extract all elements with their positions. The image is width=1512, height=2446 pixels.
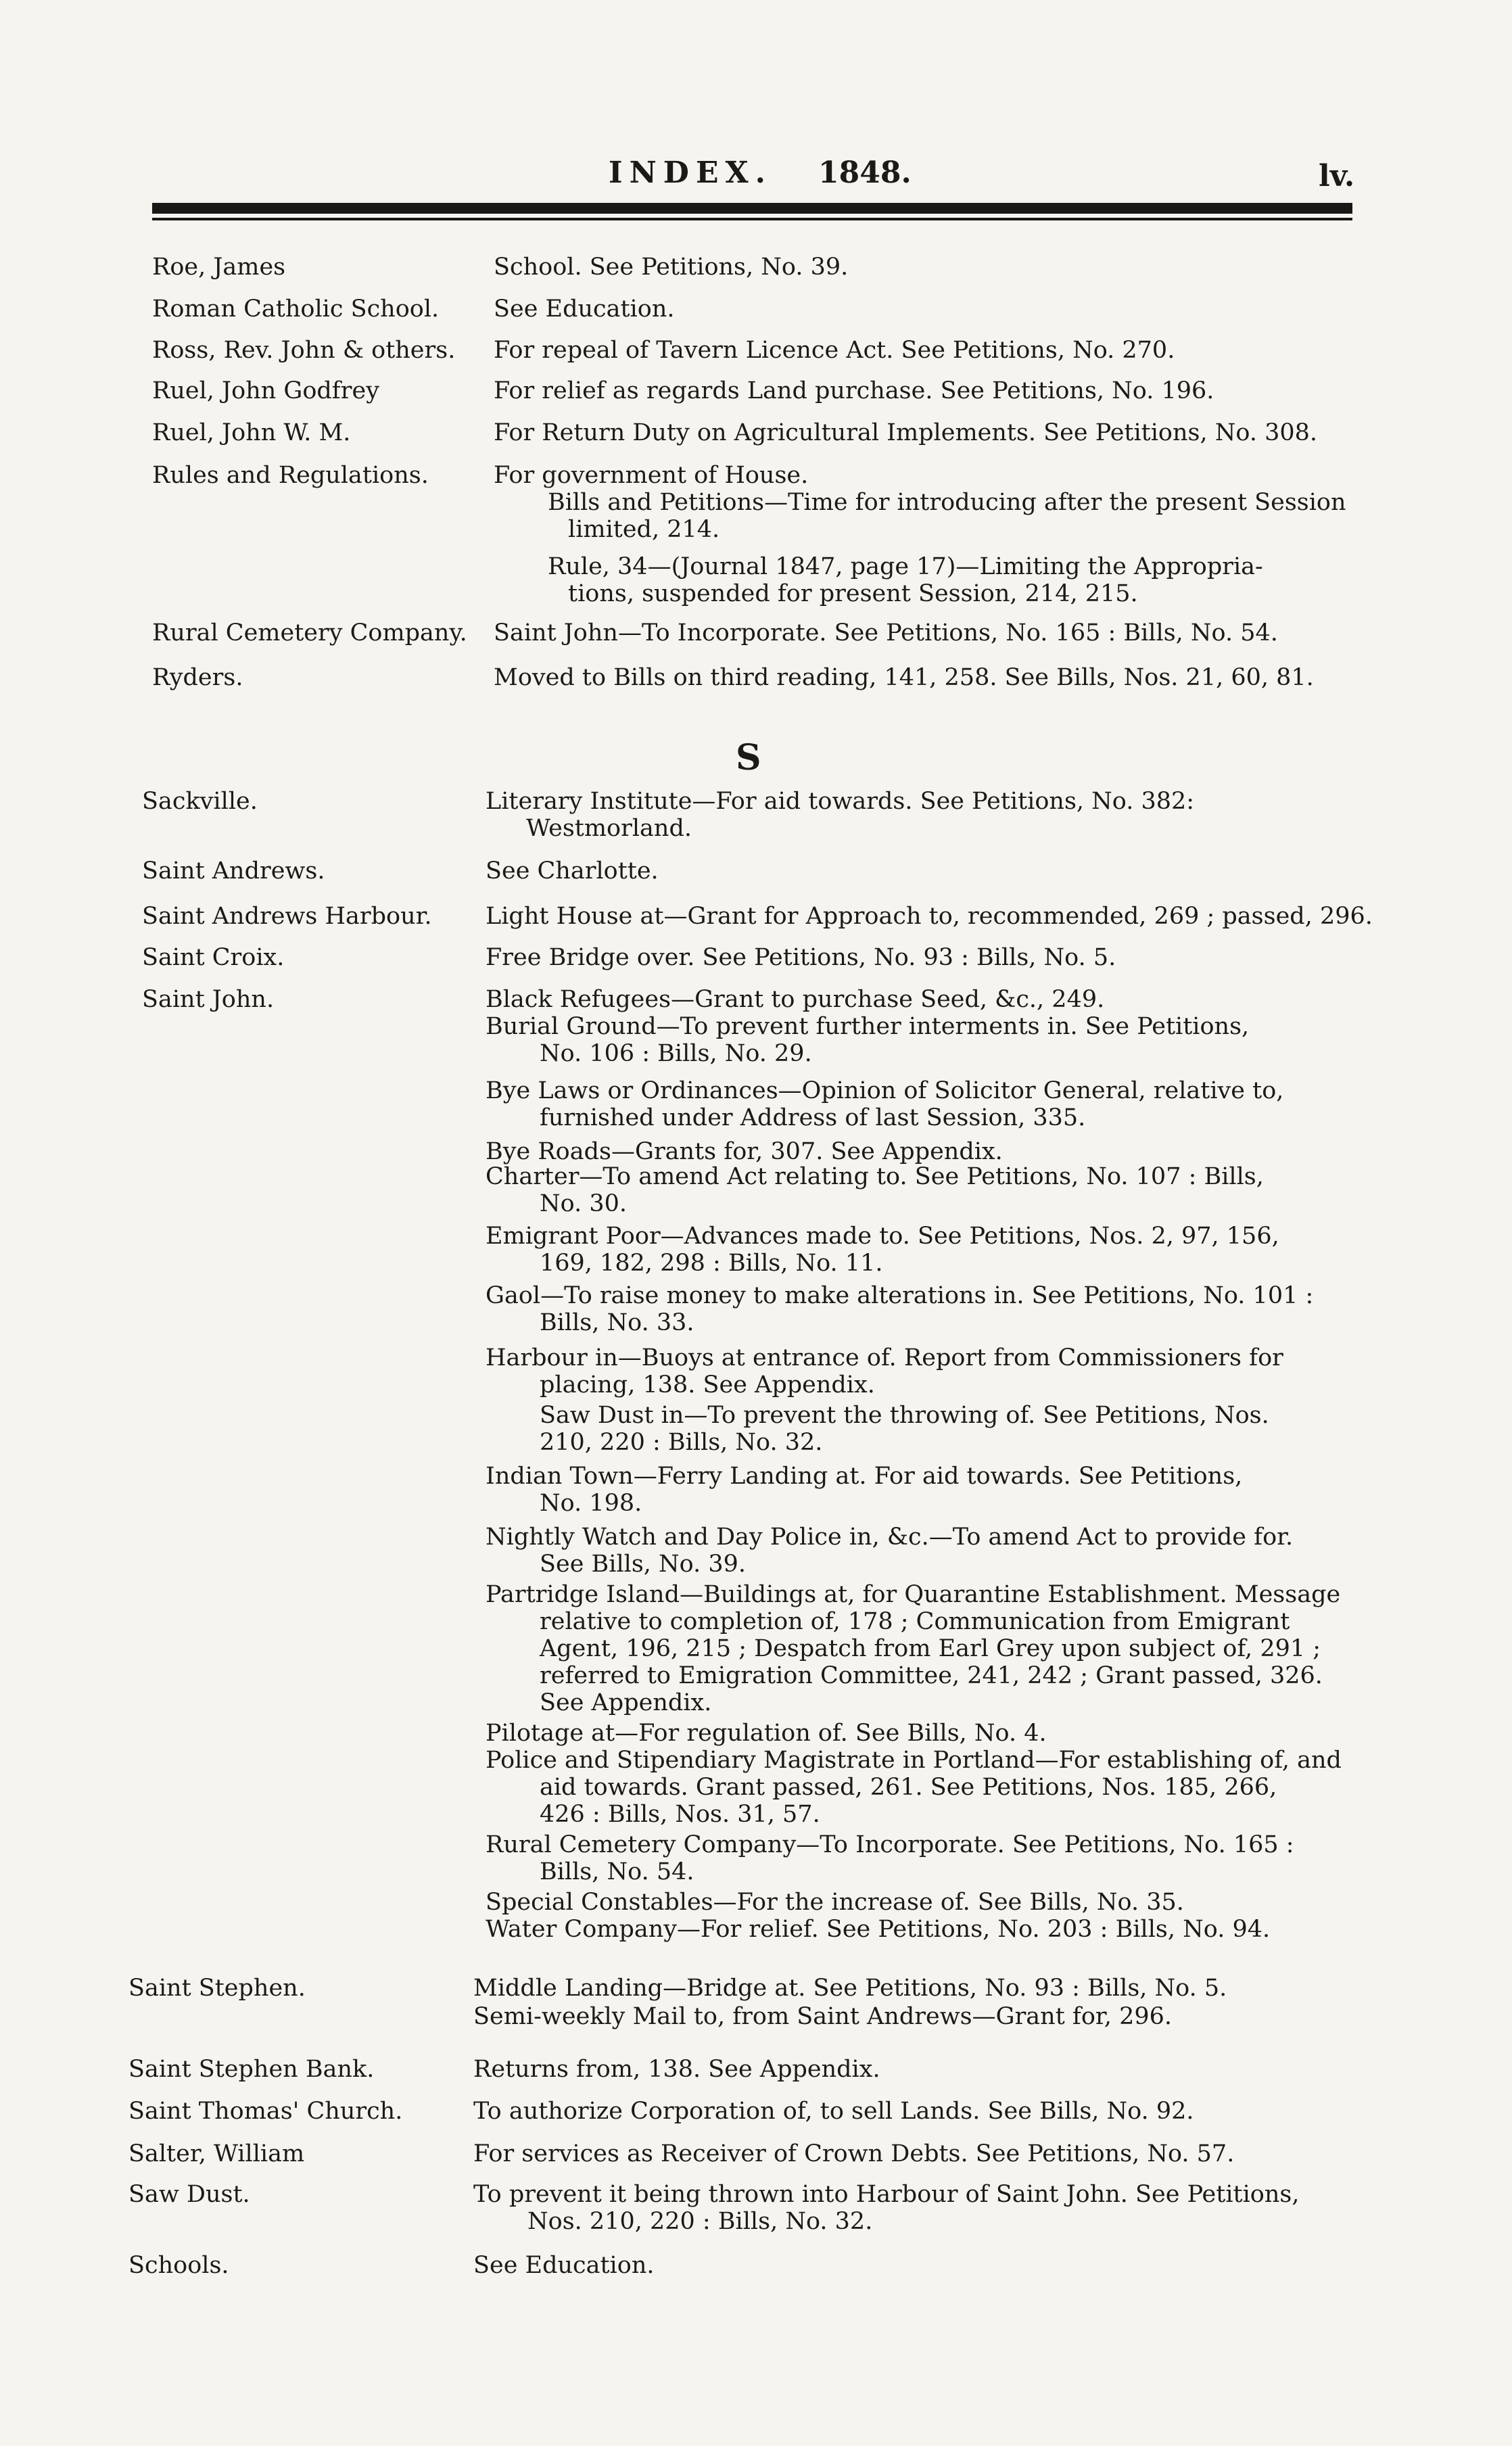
entry-text-line: Nos. 210, 220 : Bills, No. 32. [527, 2208, 873, 2235]
page-header [0, 156, 1512, 203]
entry-text-line: To authorize Corporation of, to sell Lands. See Bills, No. 92. [473, 2098, 1194, 2125]
entry-name: Rural Cemetery Company. [152, 619, 467, 646]
entry-name: Saint Andrews Harbour. [142, 903, 432, 930]
entry-text-line: Water Company—For relief. See Petitions, No. 203 : Bills, No. 94. [486, 1916, 1271, 1943]
entry-text-line: referred to Emigration Committee, 241, 242 ; Grant passed, 326. [540, 1662, 1323, 1689]
entry-name: Saint Stephen. [128, 1975, 306, 2002]
entry-text-line: See Charlotte. [486, 857, 659, 885]
entry-text-line: Light House at—Grant for Approach to, recommended, 269 ; passed, 296. [486, 903, 1373, 930]
entry-text-line: See Education. [473, 2252, 655, 2279]
entry-name: Salter, William [128, 2140, 305, 2167]
entry-name: Saint Andrews. [142, 857, 325, 885]
entry-text-line: Agent, 196, 215 ; Despatch from Earl Grey upon subject of, 291 ; [540, 1635, 1321, 1662]
entry-text-line: Gaol—To raise money to make alterations in. See Petitions, No. 101 : [486, 1282, 1314, 1309]
entry-text-line: For government of House. [494, 462, 809, 489]
entry-text-line: Moved to Bills on third reading, 141, 258. See Bills, Nos. 21, 60, 81. [494, 664, 1314, 691]
entry-text-line: Rule, 34—(Journal 1847, page 17)—Limiting the Appropria- [548, 553, 1263, 580]
entry-text-line: No. 198. [540, 1490, 642, 1517]
entry-text-line: Burial Ground—To prevent further interments in. See Petitions, [486, 1013, 1250, 1040]
entry-text-line: For services as Receiver of Crown Debts. See Petitions, No. 57. [473, 2140, 1235, 2167]
header-title: INDEX. [609, 156, 772, 190]
entry-text-line: tions, suspended for present Session, 214, 215. [568, 580, 1138, 607]
entry-name: Ross, Rev. John & others. [152, 337, 456, 364]
entry-name: Saint Thomas' Church. [128, 2098, 403, 2125]
entry-text-line: Saw Dust in—To prevent the throwing of. See Petitions, Nos. [540, 1402, 1269, 1429]
entry-text-line: Bills, No. 54. [540, 1858, 694, 1885]
entry-name: Saw Dust. [128, 2181, 250, 2208]
entry-text-line: Free Bridge over. See Petitions, No. 93 : Bills, No. 5. [486, 944, 1116, 971]
entry-text-line: Saint John—To Incorporate. See Petitions, No. 165 : Bills, No. 54. [494, 619, 1278, 646]
entry-text-line: See Appendix. [540, 1689, 712, 1716]
entry-text-line: Returns from, 138. See Appendix. [473, 2056, 880, 2083]
entry-name: Rules and Regulations. [152, 462, 429, 489]
entry-name: Saint Croix. [142, 944, 285, 971]
entry-text-line: Bye Laws or Ordinances—Opinion of Solicitor General, relative to, [486, 1077, 1284, 1104]
entry-text-line: 210, 220 : Bills, No. 32. [540, 1429, 823, 1456]
entry-text-line: aid towards. Grant passed, 261. See Petitions, Nos. 185, 266, [540, 1774, 1277, 1801]
entry-text-line: Bills, No. 33. [540, 1309, 694, 1336]
entry-text-line: For repeal of Tavern Licence Act. See Petitions, No. 270. [494, 337, 1175, 364]
page-number: lv. [1319, 159, 1355, 193]
entry-text-line: Nightly Watch and Day Police in, &c.—To amend Act to provide for. [486, 1524, 1294, 1551]
entry-name: Ruel, John W. M. [152, 419, 351, 446]
entry-text-line: Pilotage at—For regulation of. See Bills, No. 4. [486, 1720, 1047, 1747]
entry-text-line: Middle Landing—Bridge at. See Petitions, No. 93 : Bills, No. 5. [473, 1975, 1227, 2002]
header-rule-thick [152, 203, 1352, 214]
entry-text-line: Partridge Island—Buildings at, for Quarantine Establishment. Message [486, 1581, 1341, 1608]
entry-text-line: Semi-weekly Mail to, from Saint Andrews—Grant for, 296. [473, 2003, 1172, 2030]
entry-text-line: Indian Town—Ferry Landing at. For aid towards. See Petitions, [486, 1463, 1243, 1490]
entry-text-line: Rural Cemetery Company—To Incorporate. See Petitions, No. 165 : [486, 1831, 1294, 1858]
entry-name: Ryders. [152, 664, 243, 691]
entry-text-line: Bye Roads—Grants for, 307. See Appendix. [486, 1138, 1003, 1165]
entry-text-line: 169, 182, 298 : Bills, No. 11. [540, 1250, 883, 1277]
entry-text-line: For relief as regards Land purchase. See Petitions, No. 196. [494, 377, 1214, 404]
entry-text-line: To prevent it being thrown into Harbour of Saint John. See Petitions, [473, 2181, 1300, 2208]
entry-text-line: placing, 138. See Appendix. [540, 1371, 875, 1398]
entry-text-line: See Bills, No. 39. [540, 1551, 747, 1578]
header-year: 1848. [818, 156, 912, 190]
entry-name: Roe, James [152, 254, 286, 281]
entry-text-line: No. 30. [540, 1190, 627, 1217]
entry-text-line: Special Constables—For the increase of. See Bills, No. 35. [486, 1889, 1184, 1916]
section-letter: S [736, 737, 761, 778]
entry-text-line: No. 106 : Bills, No. 29. [540, 1040, 812, 1067]
entry-text-line: For Return Duty on Agricultural Implements. See Petitions, No. 308. [494, 419, 1318, 446]
entry-text-line: Police and Stipendiary Magistrate in Portland—For establishing of, and [486, 1747, 1342, 1774]
entry-name: Saint Stephen Bank. [128, 2056, 375, 2083]
entry-text-line: See Education. [494, 296, 675, 323]
entry-name: Schools. [128, 2252, 229, 2279]
entry-name: Roman Catholic School. [152, 296, 440, 323]
entry-text-line: Harbour in—Buoys at entrance of. Report from Commissioners for [486, 1344, 1283, 1371]
entry-text-line: 426 : Bills, Nos. 31, 57. [540, 1801, 820, 1828]
entry-name: Sackville. [142, 788, 258, 815]
entry-text-line: Black Refugees—Grant to purchase Seed, &c., 249. [486, 986, 1105, 1013]
entry-text-line: Literary Institute—For aid towards. See Petitions, No. 382: [486, 788, 1195, 815]
entry-text-line: relative to completion of, 178 ; Communication from Emigrant [540, 1608, 1290, 1635]
entry-text-line: Charter—To amend Act relating to. See Petitions, No. 107 : Bills, [486, 1163, 1264, 1190]
header-rule-thin [152, 218, 1352, 220]
entry-text-line: Bills and Petitions—Time for introducing after the present Session [548, 489, 1346, 516]
entry-text-line: Emigrant Poor—Advances made to. See Petitions, Nos. 2, 97, 156, [486, 1223, 1279, 1250]
entry-text-line: School. See Petitions, No. 39. [494, 254, 849, 281]
entry-name: Saint John. [142, 986, 275, 1013]
entry-text-line: Westmorland. [526, 815, 692, 842]
entry-text-line: furnished under Address of last Session, 335. [540, 1104, 1086, 1131]
entry-text-line: limited, 214. [568, 516, 720, 543]
entry-name: Ruel, John Godfrey [152, 377, 379, 404]
